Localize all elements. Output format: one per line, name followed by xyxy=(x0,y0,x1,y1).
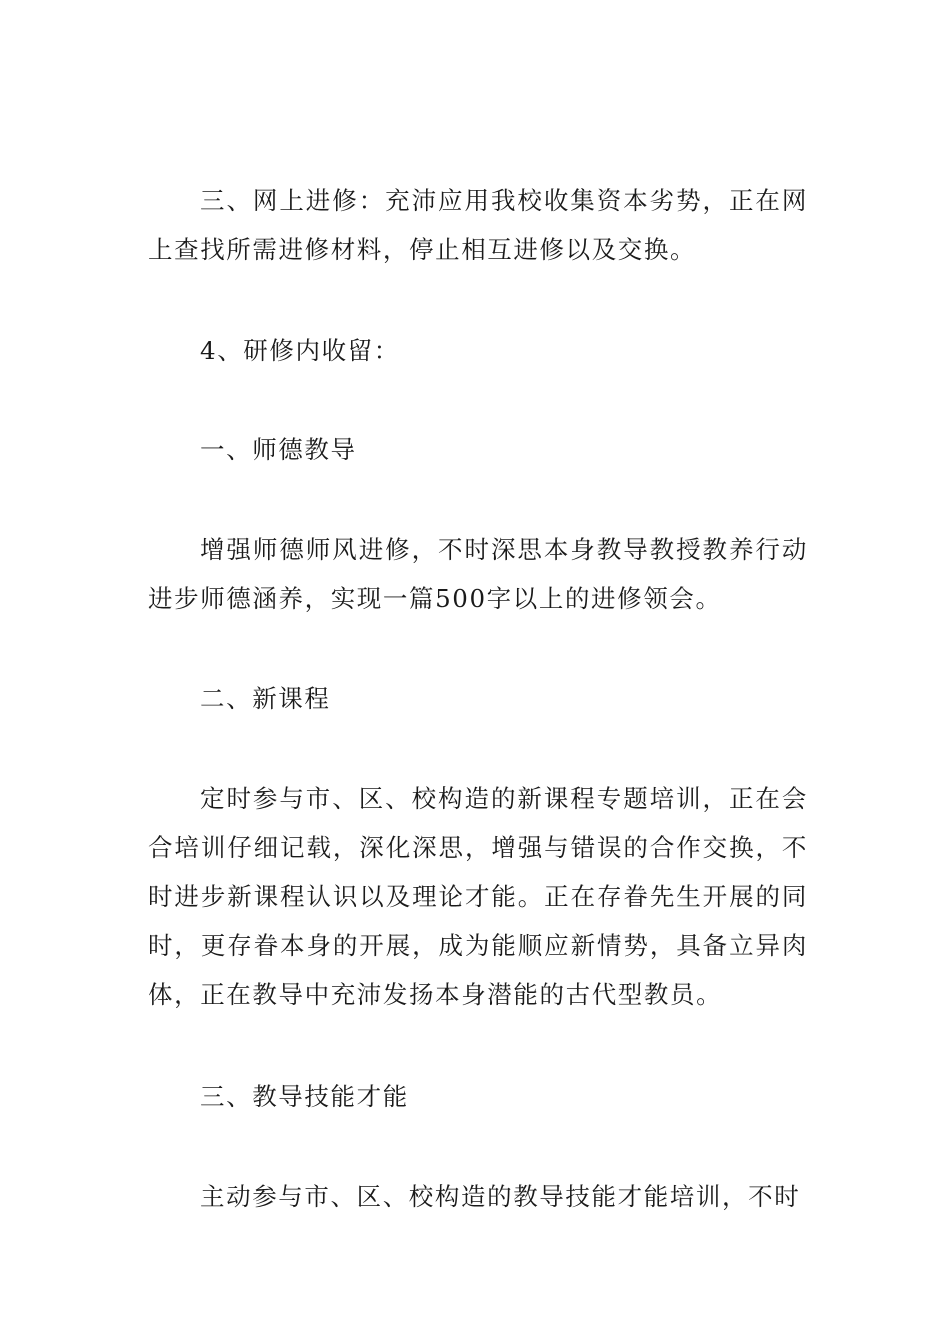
paragraph-teacher-ethics: 增强师德师风进修，不时深思本身教导教授教养行动进步师德涵养，实现一篇500字以上的进修领会。 xyxy=(148,535,808,613)
paragraph-online-study: 三、网上进修：充沛应用我校收集资本劣势，正在网上查找所需进修材料，停止相互进修以及交换。 xyxy=(148,186,808,264)
heading-new-curriculum: 二、新课程 xyxy=(200,684,331,713)
paragraph-new-curriculum: 定时参与市、区、校构造的新课程专题培训，正在会合培训仔细记载，深化深思，增强与错误的合作交换，不时进步新课程认识以及理论才能。正在存眷先生开展的同时，更存眷本身的开展，成为能顺应新情势，具备立异肉体，正在教导中充沛发扬本身潜能的古代型教员。 xyxy=(148,784,808,1009)
heading-teaching-skills: 三、教导技能才能 xyxy=(200,1082,409,1111)
heading-teacher-ethics: 一、师德教导 xyxy=(200,435,357,464)
heading-training-content: 4、研修内收留： xyxy=(200,336,400,365)
paragraph-teaching-skills: 主动参与市、区、校构造的教导技能才能培训，不时 xyxy=(200,1182,801,1211)
